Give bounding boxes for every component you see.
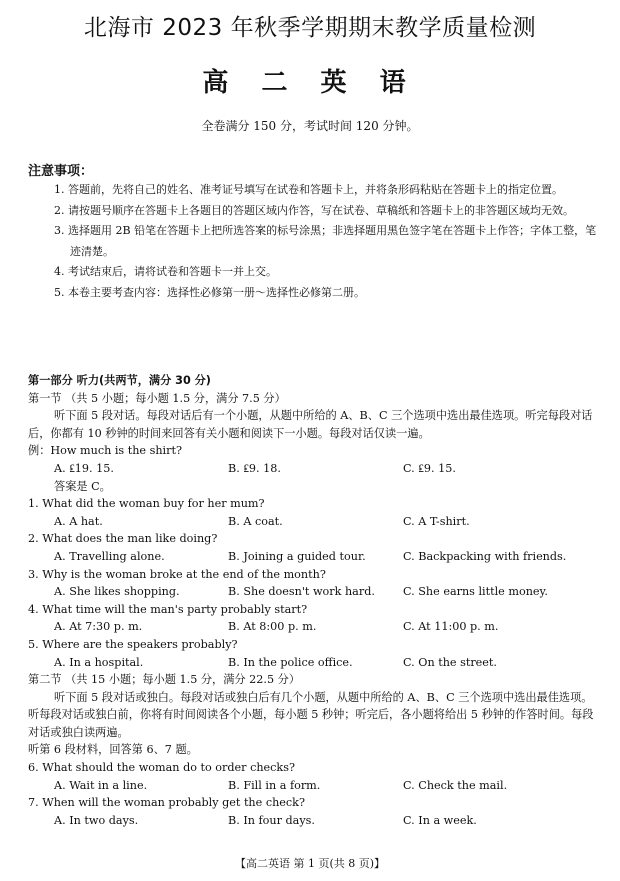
question-options bbox=[28, 812, 600, 830]
notes-heading: 注意事项： bbox=[28, 164, 94, 179]
question-options bbox=[28, 548, 600, 566]
section-heading: 第二节 （共 15 小题；每小题 1.5 分，满分 22.5 分） bbox=[28, 673, 301, 687]
exam-title: 北海市 2023 年秋季学期期末教学质量检测 bbox=[83, 15, 537, 41]
section-instructions: 听下面 5 段对话。每段对话后有一个小题，从题中所给的 A、B、C 三个选项中选出最佳选项。听完每段对话后，你都有 10 秒钟的时间来回答有关小题和阅读下一小题。每段对话仅读一遍。 bbox=[28, 409, 593, 440]
example-question: 例：How much is the shirt? bbox=[28, 444, 182, 458]
page-footer: 【高二英语 第 1 页(共 8 页)】 bbox=[234, 857, 386, 870]
question-options bbox=[28, 513, 600, 531]
option-b: B. Fill in a form. bbox=[228, 778, 321, 792]
section-instructions: 听下面 5 段对话或独白。每段对话或独白后有几个小题，从题中所给的 A、B、C 三个选项中选出最佳选项。听每段对话或独白前，你将有时间阅读各个小题，每小题 5 秒钟；听完后，各小题将给出 5 秒钟的作答时间。每段对话或独白读两遍。 bbox=[28, 690, 594, 739]
example-options bbox=[28, 460, 600, 478]
note-item: 3. 选择题用 2B 铅笔在答题卡上把所选答案的标号涂黑；非选择题用黑色签字笔在答题卡上作答；字体工整，笔迹清楚。 bbox=[54, 224, 597, 258]
option-b: B. She doesn't work hard. bbox=[228, 585, 375, 599]
question-options bbox=[28, 777, 600, 795]
question-options bbox=[28, 654, 600, 672]
question-text: 4. What time will the man's party probably start? bbox=[28, 602, 308, 616]
option-a: A. Travelling alone. bbox=[54, 549, 165, 563]
option-c: C. In a week. bbox=[403, 813, 477, 827]
exam-meta: 全卷满分 150 分，考试时间 120 分钟。 bbox=[201, 119, 419, 133]
option-a: A. In a hospital. bbox=[54, 655, 144, 669]
option-a: A. At 7:30 p. m. bbox=[54, 620, 143, 634]
option-a: A. A hat. bbox=[54, 514, 103, 528]
option-c: C. ₤9. 15. bbox=[403, 461, 456, 475]
notes-list bbox=[54, 180, 599, 304]
option-b: B. In the police office. bbox=[228, 655, 353, 669]
material-note: 听第 6 段材料，回答第 6、7 题。 bbox=[28, 743, 198, 757]
question-options bbox=[28, 618, 600, 636]
subject-title: 高 二 英 语 bbox=[202, 68, 418, 98]
listening-part bbox=[28, 372, 600, 829]
option-b: B. A coat. bbox=[228, 514, 283, 528]
example-answer: 答案是 C。 bbox=[54, 479, 111, 493]
note-item: 2. 请按题号顺序在答题卡上各题目的答题区域内作答，写在试卷、草稿纸和答题卡上的非答题区域均无效。 bbox=[54, 203, 574, 217]
option-c: C. At 11:00 p. m. bbox=[403, 620, 499, 634]
section-heading: 第一节 （共 5 小题；每小题 1.5 分，满分 7.5 分） bbox=[28, 391, 286, 405]
option-a: A. Wait in a line. bbox=[54, 778, 148, 792]
question-text: 1. What did the woman buy for her mum? bbox=[28, 497, 265, 511]
option-b: B. In four days. bbox=[228, 813, 315, 827]
question-text: 6. What should the woman do to order checks? bbox=[28, 761, 295, 775]
question-text: 2. What does the man like doing? bbox=[28, 532, 218, 546]
option-c: C. A T-shirt. bbox=[403, 514, 470, 528]
option-c: C. Check the mail. bbox=[403, 778, 508, 792]
option-b: B. ₤9. 18. bbox=[228, 461, 281, 475]
option-c: C. She earns little money. bbox=[403, 585, 548, 599]
option-c: C. Backpacking with friends. bbox=[403, 549, 567, 563]
question-options bbox=[28, 583, 600, 601]
part-heading: 第一部分 听力(共两节，满分 30 分) bbox=[28, 374, 211, 387]
question-text: 5. Where are the speakers probably? bbox=[28, 637, 238, 651]
question-text: 7. When will the woman probably get the check? bbox=[28, 796, 305, 810]
option-c: C. On the street. bbox=[403, 655, 497, 669]
note-item: 5. 本卷主要考查内容：选择性必修第一册～选择性必修第二册。 bbox=[54, 285, 365, 299]
option-b: B. Joining a guided tour. bbox=[228, 549, 366, 563]
note-item: 4. 考试结束后，请将试卷和答题卡一并上交。 bbox=[54, 265, 277, 279]
option-a: A. In two days. bbox=[54, 813, 139, 827]
option-b: B. At 8:00 p. m. bbox=[228, 620, 317, 634]
option-a: A. She likes shopping. bbox=[54, 585, 180, 599]
note-item: 1. 答题前，先将自己的姓名、准考证号填写在试卷和答题卡上，并将条形码粘贴在答题卡上的指定位置。 bbox=[54, 183, 563, 196]
question-text: 3. Why is the woman broke at the end of the month? bbox=[28, 567, 326, 581]
option-a: A. ₤19. 15. bbox=[54, 461, 114, 475]
